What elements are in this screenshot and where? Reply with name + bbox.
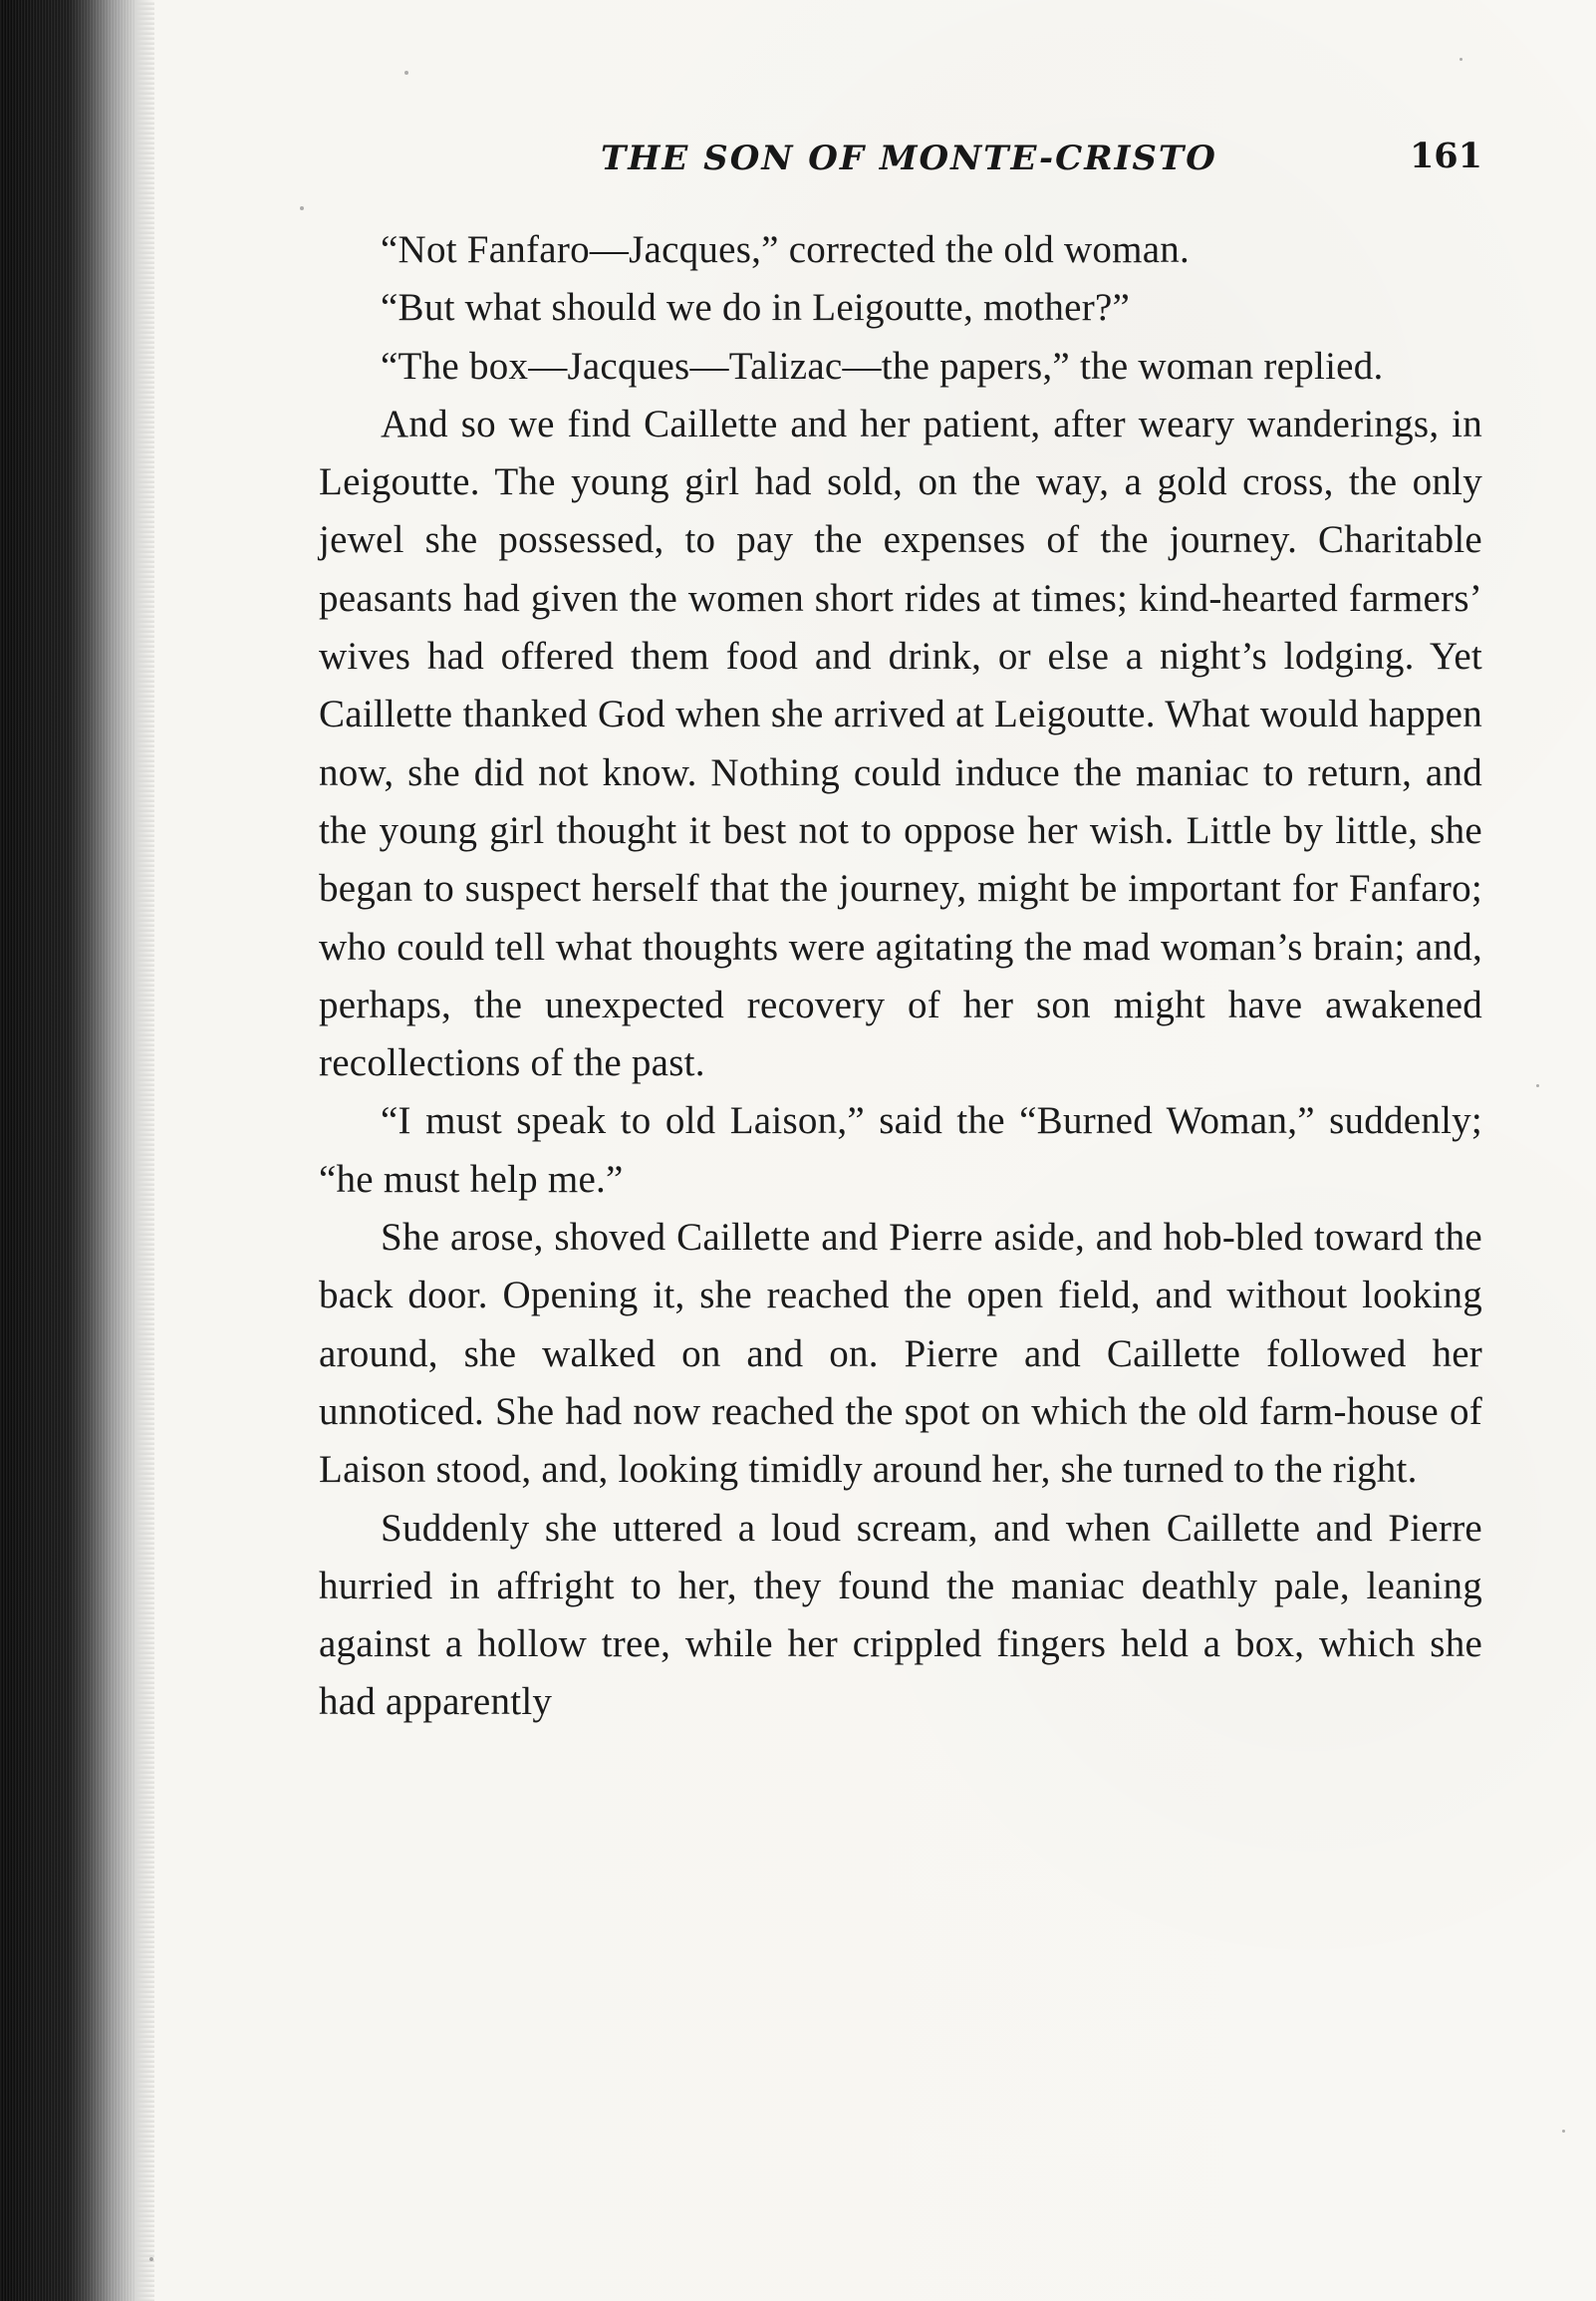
scan-speck xyxy=(1536,1084,1539,1087)
dialogue-paragraph: “Not Fanfaro—Jacques,” corrected the old woman. xyxy=(381,228,1191,271)
page-text xyxy=(319,221,1482,1732)
scan-noise-overlay xyxy=(0,0,134,2301)
scan-speck xyxy=(149,2257,153,2261)
dialogue-paragraph: “But what should we do in Leigoutte, mother?” xyxy=(381,286,1131,330)
narrative-paragraph: She arose, shoved Caillette and Pierre aside, and hob-bled toward the back door. Opening it, she reached the open field, and without looking around, she walked on and on. Pierre and Caillette followed her unnoticed. She had now reached the spot on which the old farm-house of Laison stood, and, looking timidly around her, she turned to the right. xyxy=(319,1216,1482,1492)
dialogue-paragraph: “The box—Jacques—Talizac—the papers,” the woman replied. xyxy=(381,344,1384,388)
scan-speck xyxy=(1562,2130,1565,2133)
dialogue-paragraph: “I must speak to old Laison,” said the “Burned Woman,” suddenly; “he must help me.” xyxy=(319,1099,1482,1201)
scan-speck xyxy=(1460,58,1463,61)
narrative-paragraph: Suddenly she uttered a loud scream, and when Caillette and Pierre hurried in affright to her, they found the maniac deathly pale, leaning against a hollow tree, while her crippled fingers held a box, which she had apparently xyxy=(319,1506,1482,1724)
scan-speck xyxy=(300,206,304,210)
page-number: 161 xyxy=(1409,136,1482,176)
page-header xyxy=(319,136,1482,190)
running-title: THE SON OF MONTE-CRISTO xyxy=(601,139,1217,178)
narrative-paragraph: And so we find Caillette and her patient, after weary wanderings, in Leigoutte. The young girl had sold, on the way, a gold cross, the only jewel she possessed, to pay the expenses of the journey. Charitable peasants had given the women short rides at times; kind-hearted farmers’ wives had offered them food and drink, or else a night’s lodging. Yet Caillette thanked God when she arrived at Leigoutte. What would happen now, she did not know. Nothing could induce the maniac to return, and the young girl thought it best not to oppose her wish. Little by little, she began to suspect herself that the journey, might be important for Fanfaro; who could tell what thoughts were agitating the mad woman’s brain; and, perhaps, the unexpected recovery of her son might have awakened recollections of the past. xyxy=(319,402,1482,1085)
scan-speck xyxy=(404,71,408,75)
